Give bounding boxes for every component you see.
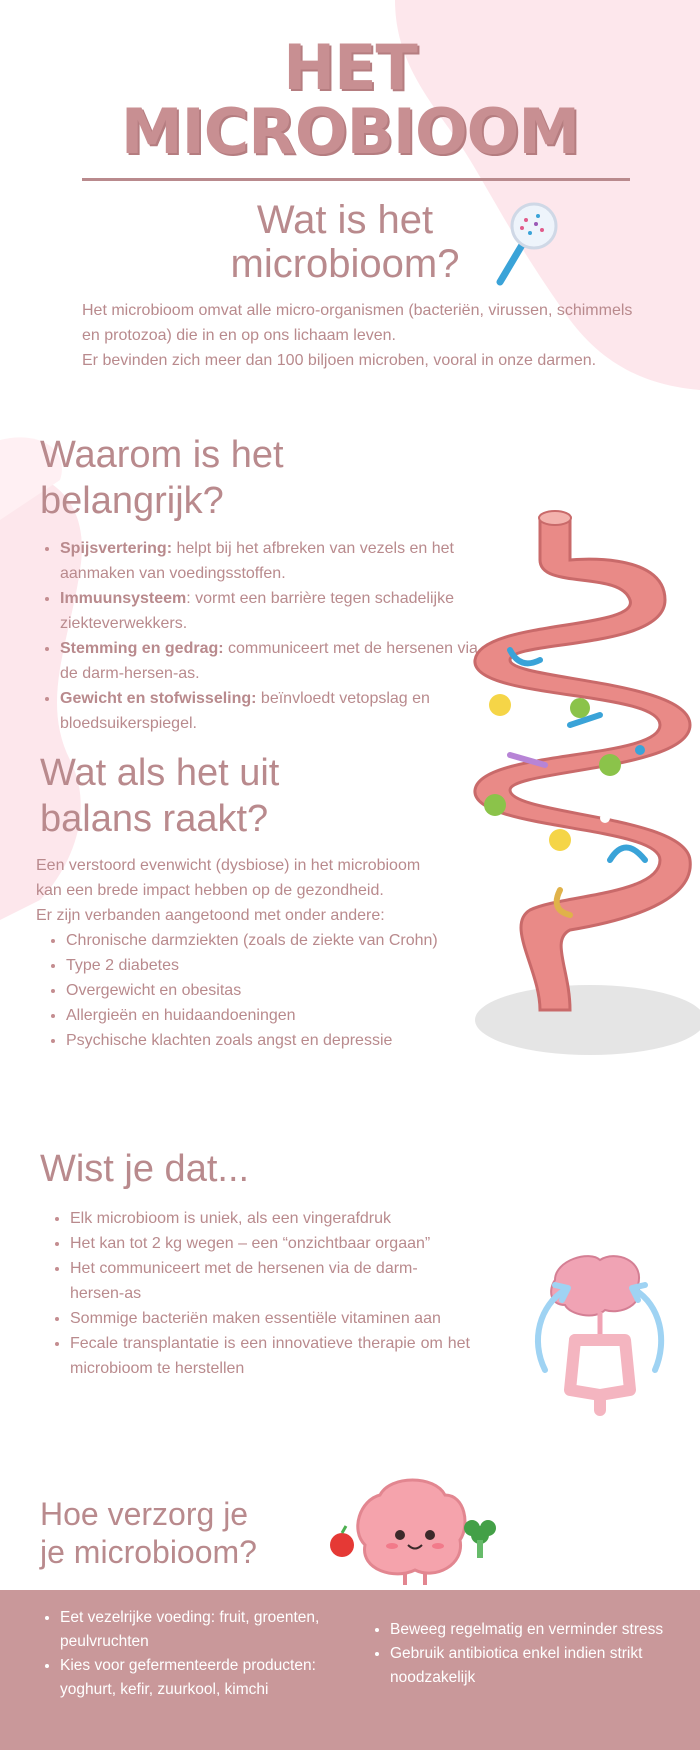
list-item: • Het kan tot 2 kg wegen – een “onzichtbaar orgaan”: [70, 1231, 470, 1256]
intro-heading: Wat is het microbioom?: [230, 198, 460, 286]
list-item: • Eet vezelrijke voeding: fruit, groenten, peulvruchten: [60, 1606, 350, 1654]
list-item: • Chronische darmziekten (zoals de ziekte van Crohn): [66, 928, 456, 953]
gut-brain-icon: [520, 1250, 670, 1420]
importance-heading: Waarom is het belangrijk?: [40, 434, 284, 522]
importance-term: Stemming en gedrag:: [60, 640, 224, 657]
intro-text: [82, 298, 642, 373]
list-item: • Het communiceert met de hersenen via de darm-hersen-as: [70, 1256, 470, 1306]
importance-desc: communiceert met de hersenen via de darm-hersen-as.: [60, 640, 478, 682]
care-tips-left: [40, 1606, 350, 1702]
importance-desc: beïnvloedt vetopslag en bloedsuikerspiegel.: [60, 690, 430, 732]
happy-gut-mascot-icon: [320, 1470, 500, 1590]
list-item: • Allergieën en huidaandoeningen: [66, 1003, 456, 1028]
list-item: • Overgewicht en obesitas: [66, 978, 456, 1003]
list-item: • Kies voor gefermenteerde producten: yoghurt, kefir, zuurkool, kimchi: [60, 1654, 350, 1702]
care-tips-right: [370, 1618, 680, 1690]
list-item: • Gebruik antibiotica enkel indien strikt noodzakelijk: [390, 1642, 680, 1690]
importance-term: Spijsvertering:: [60, 540, 173, 557]
list-item: [60, 636, 480, 686]
care-heading-line2: je microbioom?: [40, 1534, 257, 1570]
importance-desc: helpt bij het afbreken van vezels en het aanmaken van voedingsstoffen.: [60, 540, 454, 582]
magnifier-icon: [492, 200, 562, 290]
list-item: • Type 2 diabetes: [66, 953, 456, 978]
imbalance-heading: Wat als het uit balans raakt?: [40, 752, 280, 840]
intro-paragraph-2: Er bevinden zich meer dan 100 biljoen microben, vooral in onze darmen.: [82, 352, 597, 369]
imbalance-block: [36, 853, 456, 1053]
list-item: • Psychische klachten zoals angst en depressie: [66, 1028, 456, 1053]
list-item: • Sommige bacteriën maken essentiële vitaminen aan: [70, 1306, 470, 1331]
importance-desc: : vormt een barrière tegen schadelijke ziekteverwekkers.: [60, 590, 454, 632]
facts-heading: Wist je dat...: [40, 1148, 250, 1190]
imbalance-intro-1: Een verstoord evenwicht (dysbiose) in het microbioom: [36, 857, 421, 874]
list-item: [60, 686, 480, 736]
list-item: [60, 536, 480, 586]
facts-list: [50, 1206, 470, 1381]
importance-term: Gewicht en stofwisseling:: [60, 690, 257, 707]
importance-term: Immuunsysteem: [60, 590, 187, 607]
care-heading: [40, 1495, 257, 1571]
list-item: • Fecale transplantatie is een innovatieve therapie om het microbioom te herstellen: [70, 1331, 470, 1381]
imbalance-intro-2: kan een brede impact hebben op de gezondheid.: [36, 882, 384, 899]
list-item: • Elk microbioom is uniek, als een vingerafdruk: [70, 1206, 470, 1231]
list-item: [60, 586, 480, 636]
importance-list: [40, 536, 480, 736]
main-title-line2: MICROBIOOM: [120, 95, 580, 168]
imbalance-intro-3: Er zijn verbanden aangetoond met onder andere:: [36, 907, 385, 924]
main-title-line1: HET: [283, 31, 417, 104]
title-divider: [82, 178, 630, 181]
intestine-illustration: [450, 500, 700, 1060]
care-tips-footer: [0, 1590, 700, 1750]
imbalance-list: [36, 928, 456, 1053]
care-heading-line1: Hoe verzorg je: [40, 1496, 249, 1532]
intro-paragraph-1: Het microbioom omvat alle micro-organismen (bacteriën, virussen, schimmels en protozoa) die in en op ons lichaam leven.: [82, 302, 633, 344]
list-item: • Beweeg regelmatig en verminder stress: [390, 1618, 680, 1642]
